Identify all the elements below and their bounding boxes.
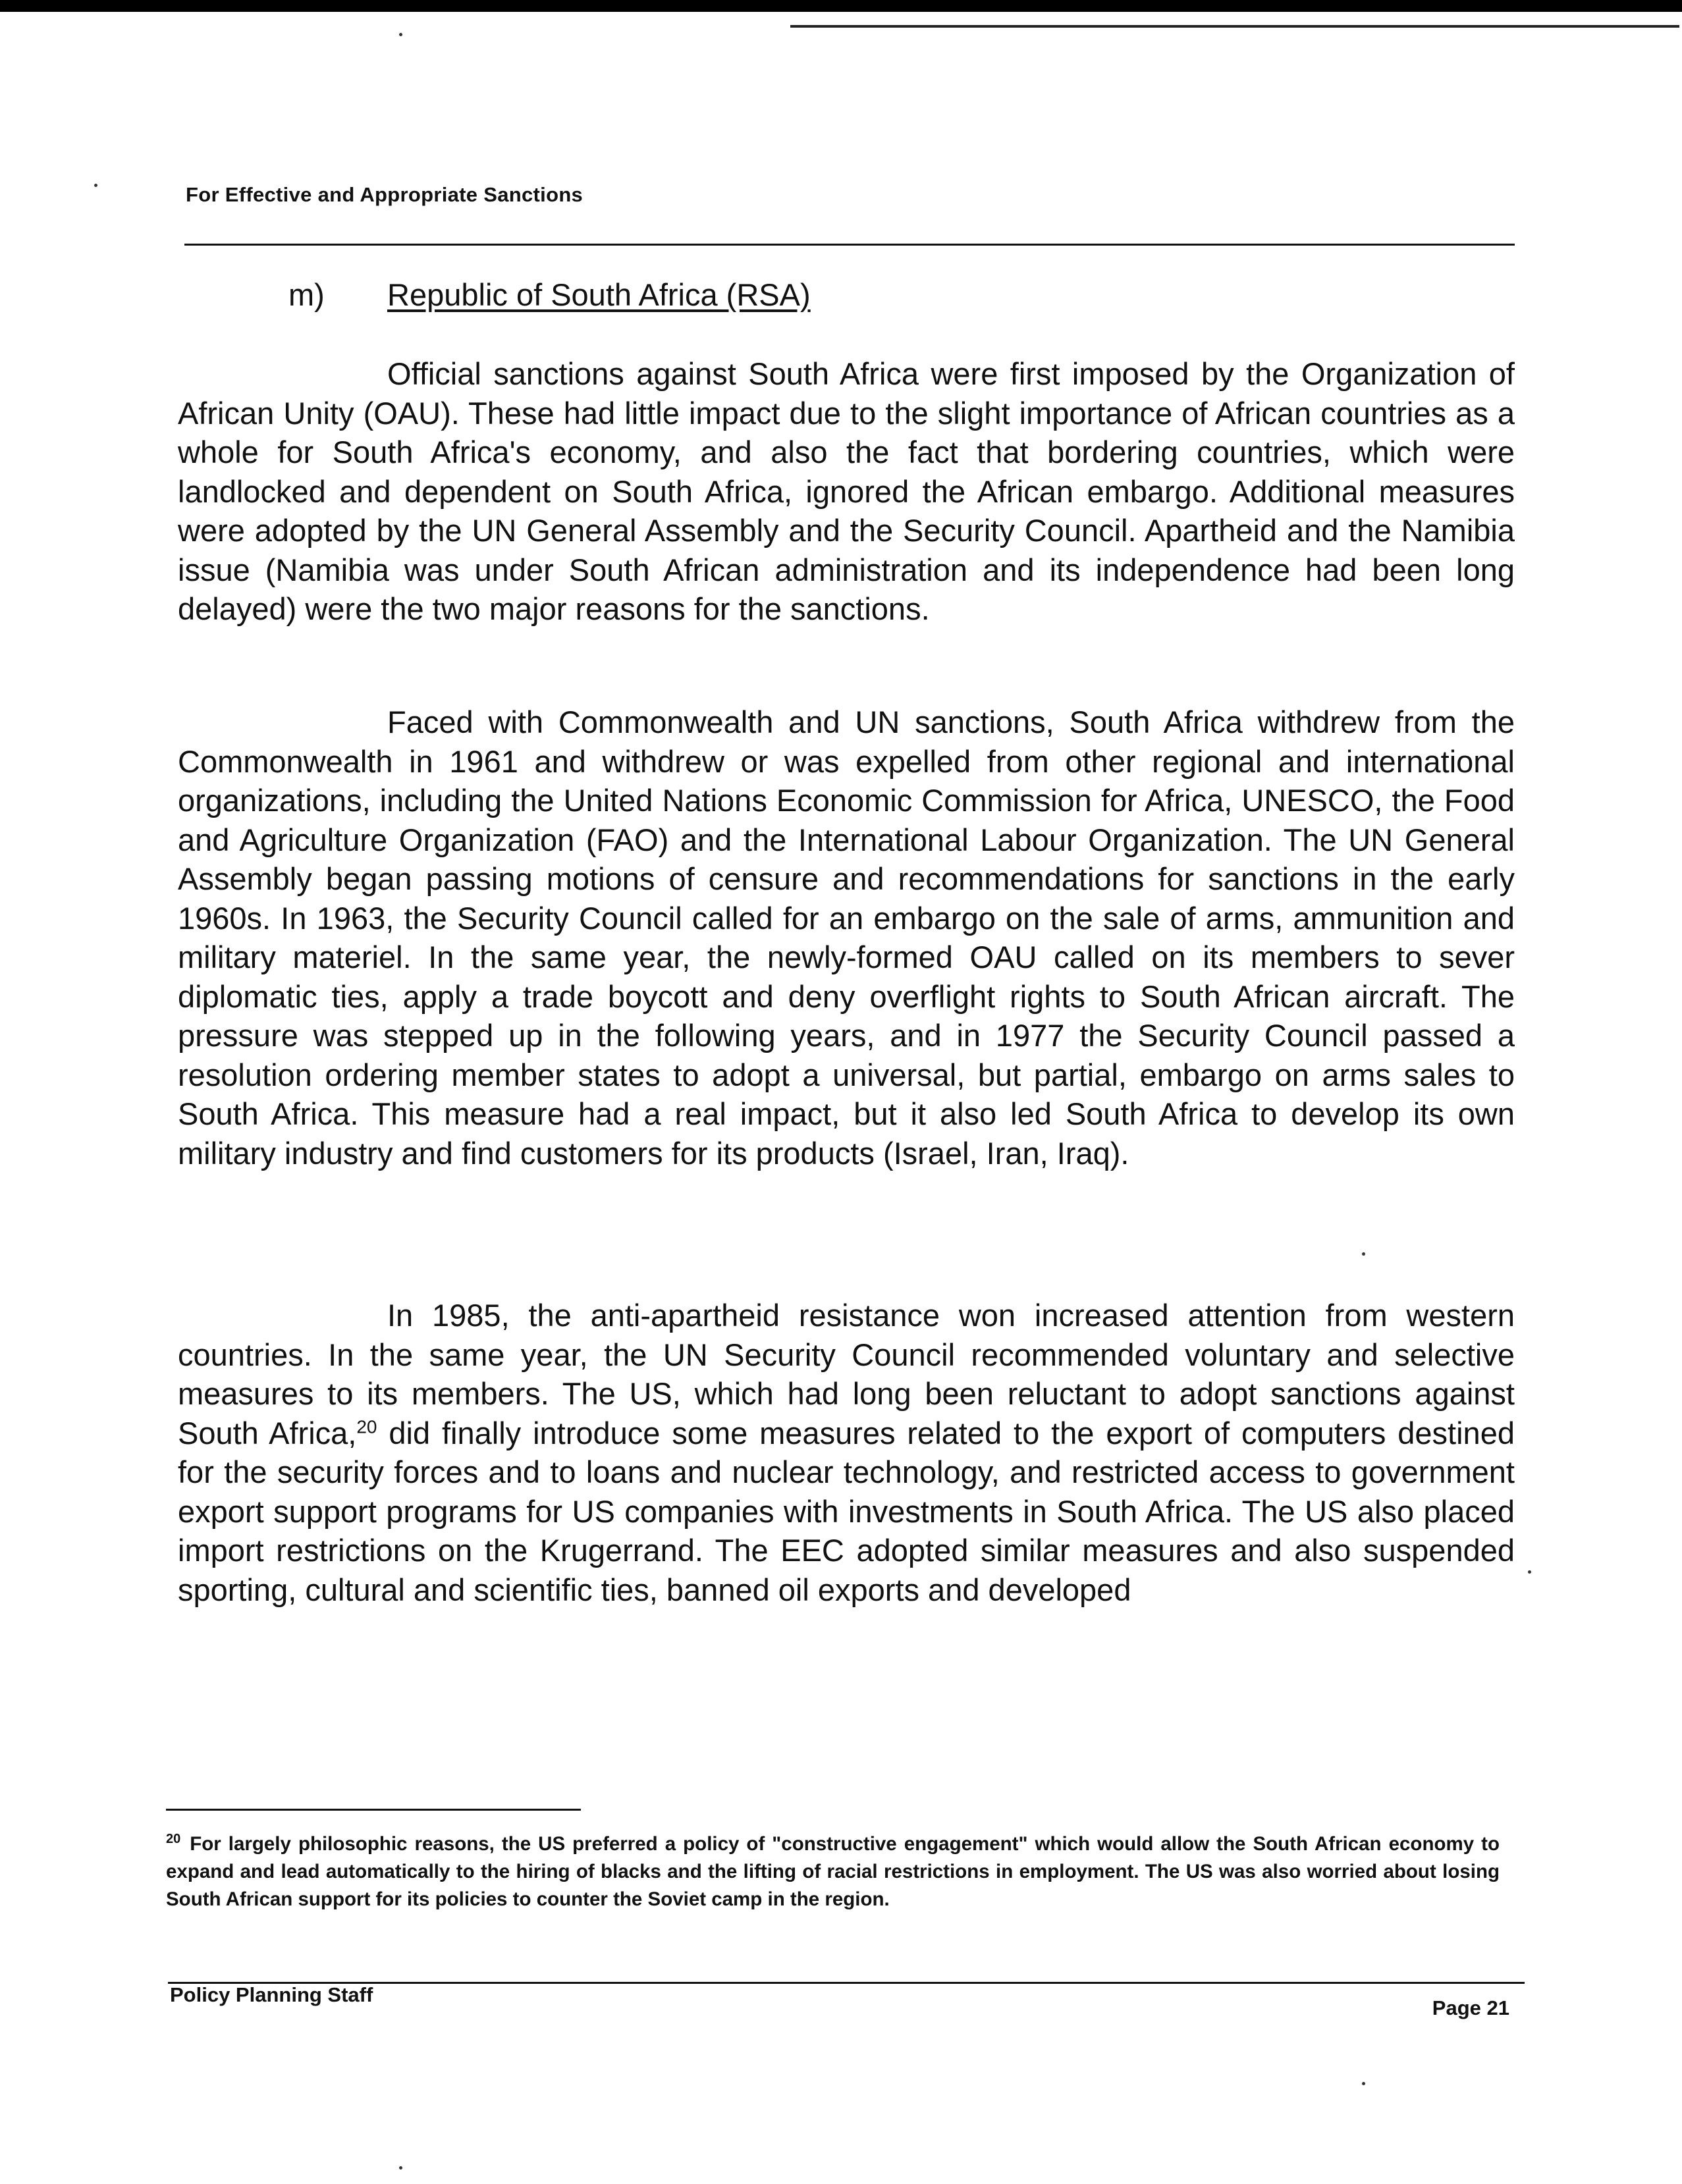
- footnote-text: For largely philosophic reasons, the US preferred a policy of "constructive engagement" which would allow the South African economy to expand and lead automatically to the hiring of blacks and the lifting of racial restrictions in employment. The US was also worried about losing South African support for its policies to counter the Soviet camp in the region.: [166, 1833, 1500, 1910]
- footnote-ref-20: 20: [356, 1416, 377, 1437]
- scan-speck: [1528, 1570, 1531, 1574]
- paragraph-3: [178, 1296, 1515, 1609]
- scan-top-edge: [0, 0, 1682, 12]
- scan-speck: [399, 33, 402, 36]
- paragraph-3-text-start: In 1985, the anti-apartheid resistance won increased attention from western countries. In the same year, the UN Security Council recommended voluntary and selective measures to its members. The US, which had long been reluctant to adopt sanctions against South Africa,: [178, 1298, 1515, 1451]
- section-title: Republic of South Africa (RSA): [387, 277, 811, 312]
- footnote-separator: [166, 1809, 581, 1811]
- paragraph-3-text-end: did finally introduce some measures related to the export of computers destined for the security forces and to loans and nuclear technology, and restricted access to government export support programs for US companies with investments in South Africa. The US also placed import restrictions on the Krugerrand. The EEC adopted similar measures and also suspended sporting, cultural and scientific ties, banned oil exports and developed: [178, 1415, 1515, 1607]
- footer-organization: Policy Planning Staff: [170, 1983, 373, 2006]
- footnote-number: 20: [166, 1832, 181, 1847]
- scan-top-line: [790, 25, 1679, 28]
- section-heading: [288, 277, 811, 313]
- scan-speck: [94, 184, 97, 187]
- footnote-20: [166, 1830, 1500, 1913]
- header-rule: [184, 244, 1515, 246]
- paragraph-2: Faced with Commonwealth and UN sanctions, South Africa withdrew from the Commonwealth in 1961 and withdrew or was expelled from other regional and international organizations, including the United Nations Economic Commission for Africa, UNESCO, the Food and Agriculture Organization (FAO) and the International Labour Organization. The UN General Assembly began passing motions of censure and recommendations for sanctions in the early 1960s. In 1963, the Security Council called for an embargo on the sale of arms, ammunition and military materiel. In the same year, the newly-formed OAU called on its members to sever diplomatic ties, apply a trade boycott and deny overflight rights to South African aircraft. The pressure was stepped up in the following years, and in 1977 the Security Council passed a resolution ordering member states to adopt a universal, but partial, embargo on arms sales to South Africa. This measure had a real impact, but it also led South Africa to develop its own military industry and find customers for its products (Israel, Iran, Iraq).: [178, 705, 1515, 1171]
- section-letter: m): [288, 277, 325, 312]
- scan-speck: [1362, 2082, 1365, 2085]
- scan-speck: [1362, 1252, 1365, 1256]
- running-header: For Effective and Appropriate Sanctions: [186, 183, 583, 206]
- page-number: Page 21: [1432, 1996, 1509, 2019]
- scan-speck: [399, 2166, 402, 2170]
- paragraph-1: Official sanctions against South Africa were first imposed by the Organization of African Unity (OAU). These had little impact due to the slight importance of African countries as a whole for South Africa's economy, and also the fact that bordering countries, which were landlocked and dependent on South Africa, ignored the African embargo. Additional measures were adopted by the UN General Assembly and the Security Council. Apartheid and the Namibia issue (Namibia was under South African administration and its independence had been long delayed) were the two major reasons for the sanctions.: [178, 356, 1515, 626]
